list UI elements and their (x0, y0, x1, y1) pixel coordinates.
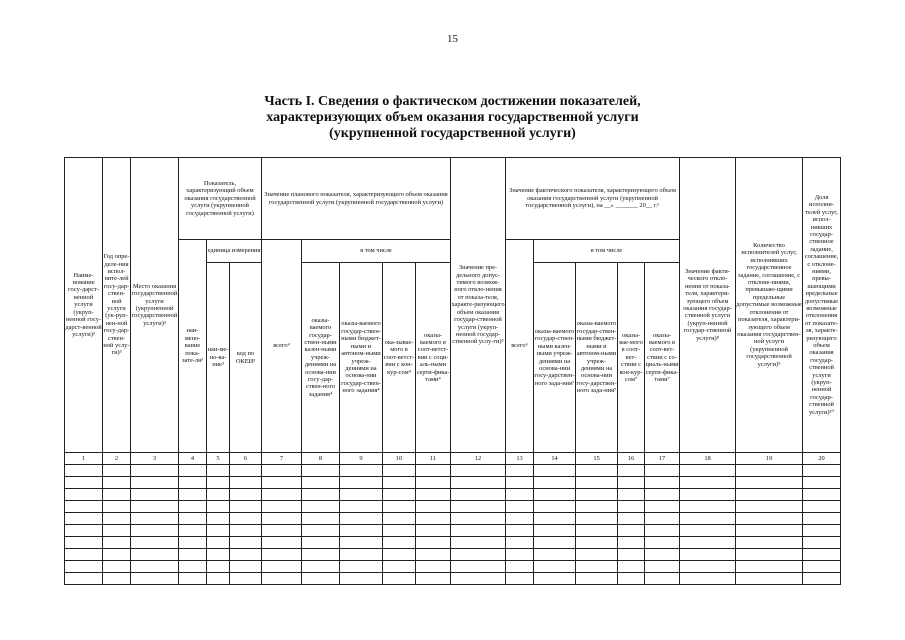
table-cell (65, 537, 103, 549)
table-cell (534, 537, 576, 549)
table-cell (207, 489, 230, 501)
table-cell (103, 501, 131, 513)
table-cell (736, 549, 803, 561)
table-cell (534, 465, 576, 477)
column-number: 19 (736, 453, 803, 465)
header-fact-group: Значение фактического показателя, характеризующего объем оказания государственной услуги (укрупненной государственной услуги), на __» _______ 20__ г.⁶ (506, 158, 680, 240)
table-row (65, 513, 841, 525)
column-number: 13 (506, 453, 534, 465)
header-plan-total: всего⁴ (262, 240, 302, 453)
table-row (65, 465, 841, 477)
table-cell (65, 477, 103, 489)
table-cell (803, 513, 841, 525)
table-cell (534, 549, 576, 561)
table-row (65, 489, 841, 501)
table-cell (576, 561, 618, 573)
table-cell (340, 501, 383, 513)
table-cell (645, 489, 680, 501)
table-cell (416, 513, 451, 525)
table-cell (131, 537, 179, 549)
table-cell (618, 513, 645, 525)
table-cell (65, 561, 103, 573)
table-cell (506, 525, 534, 537)
page-number: 15 (447, 33, 458, 45)
column-number: 5 (207, 453, 230, 465)
table-cell (302, 477, 340, 489)
column-number: 17 (645, 453, 680, 465)
table-cell (340, 561, 383, 573)
header-unit-group: единица измерения (207, 240, 262, 263)
table-row (65, 477, 841, 489)
table-cell (680, 549, 736, 561)
table-cell (451, 501, 506, 513)
table-cell (680, 501, 736, 513)
table-cell (618, 573, 645, 585)
table-cell (618, 477, 645, 489)
header-performer-count: Количество исполнителей услуг, исполнивших государственное задание, соглашение, с отклоне-ниями, превышаю-щими предельные допустимые возможные отклонения от показателя, характери-зующего объем оказания государствен-ной услуги (укрупненной государственной услуги)⁹ (736, 158, 803, 453)
table-cell (302, 465, 340, 477)
table-cell (383, 525, 416, 537)
table-cell (451, 477, 506, 489)
table-cell (534, 501, 576, 513)
table-cell (262, 549, 302, 561)
table-cell (103, 561, 131, 573)
table-cell (383, 561, 416, 573)
table-cell (230, 501, 262, 513)
table-cell (576, 465, 618, 477)
table-cell (207, 525, 230, 537)
table-cell (340, 489, 383, 501)
table-cell (803, 525, 841, 537)
table-cell (262, 561, 302, 573)
table-cell (179, 525, 207, 537)
blank-rows (65, 465, 841, 585)
table-cell (451, 537, 506, 549)
table-cell (230, 513, 262, 525)
table-cell (179, 501, 207, 513)
column-number: 4 (179, 453, 207, 465)
header-fact-certificates: оказы-ваемого в соот-вет-ствии с со-циаль-ными серти-фика-тами⁷ (645, 263, 680, 453)
table-cell (230, 537, 262, 549)
table-cell (576, 549, 618, 561)
report-table (64, 157, 841, 585)
table-cell (131, 513, 179, 525)
header-year: Год опре-деле-ния испол-ните-лей госу-дар-ствен-ной услуги (ук-руп-нен-ной госу-дар-ствен-ной услу-ги)³ (103, 158, 131, 453)
table-cell (262, 513, 302, 525)
table-cell (680, 573, 736, 585)
table-cell (65, 465, 103, 477)
table-cell (179, 513, 207, 525)
table-cell (65, 513, 103, 525)
table-cell (576, 513, 618, 525)
table-cell (302, 501, 340, 513)
header-service-name: Наиме-нование госу-дарст-венной услуги (укруп-ненной госу-дарст-венной услуги)³ (65, 158, 103, 453)
column-number: 10 (383, 453, 416, 465)
table-cell (302, 561, 340, 573)
table-cell (451, 549, 506, 561)
table-cell (383, 513, 416, 525)
column-number: 15 (576, 453, 618, 465)
table-cell (383, 549, 416, 561)
table-row (65, 501, 841, 513)
column-number: 7 (262, 453, 302, 465)
table-cell (618, 465, 645, 477)
table-cell (262, 537, 302, 549)
column-number: 1 (65, 453, 103, 465)
table-cell (736, 537, 803, 549)
table-cell (230, 549, 262, 561)
table-cell (680, 537, 736, 549)
table-cell (179, 573, 207, 585)
table-cell (803, 477, 841, 489)
table-cell (618, 537, 645, 549)
header-plan-certificates: оказы-ваемого в соот-ветст-вии с соци-аль-ными серти-фика-тами⁴ (416, 263, 451, 453)
column-number: 6 (230, 453, 262, 465)
table-cell (340, 537, 383, 549)
table-cell (506, 465, 534, 477)
table-cell (416, 489, 451, 501)
header-allowed-deviation: Значение пре-дельного допус-тимого возмож-ного откло-нения от показа-теля, характе-ризующего объем оказания государ-ственной услуги (укруп-ненной государ-ственной услу-ги)⁵ (451, 158, 506, 453)
table-cell (103, 465, 131, 477)
table-cell (576, 477, 618, 489)
column-number-row (65, 453, 841, 465)
table-cell (302, 573, 340, 585)
table-cell (803, 561, 841, 573)
table-cell (383, 465, 416, 477)
table-cell (451, 573, 506, 585)
table-cell (230, 477, 262, 489)
table-cell (645, 573, 680, 585)
table-cell (383, 501, 416, 513)
table-cell (534, 477, 576, 489)
table-cell (262, 489, 302, 501)
table-cell (645, 537, 680, 549)
table-cell (207, 549, 230, 561)
table-cell (736, 525, 803, 537)
table-cell (179, 465, 207, 477)
header-actual-deviation: Значение факти-ческого откло-нения от показа-теля, характери-зующего объем оказания государ-ственной услуги (укруп-ненной государ-ственной услуги)⁸ (680, 158, 736, 453)
table-cell (576, 489, 618, 501)
header-indicator-name: наи-мено-вание пока-зате-ля³ (179, 240, 207, 453)
table-cell (645, 525, 680, 537)
table-cell (803, 537, 841, 549)
table-cell (803, 549, 841, 561)
table-cell (506, 501, 534, 513)
table-cell (131, 561, 179, 573)
table-cell (207, 477, 230, 489)
header-plan-competition: ока-зывае-мого в соот-ветст-вии с кон-кур-сом⁴ (383, 263, 416, 453)
table-cell (383, 573, 416, 585)
table-cell (262, 525, 302, 537)
table-cell (534, 561, 576, 573)
table-cell (416, 465, 451, 477)
table-cell (506, 477, 534, 489)
column-number: 20 (803, 453, 841, 465)
table-cell (131, 477, 179, 489)
table-cell (451, 513, 506, 525)
table-cell (803, 465, 841, 477)
table-cell (383, 477, 416, 489)
table-cell (416, 549, 451, 561)
table-cell (645, 513, 680, 525)
table-cell (416, 477, 451, 489)
table-cell (262, 573, 302, 585)
table-cell (65, 501, 103, 513)
table-cell (506, 573, 534, 585)
table-cell (416, 501, 451, 513)
table-row (65, 537, 841, 549)
table-cell (302, 525, 340, 537)
table-cell (340, 477, 383, 489)
table-cell (383, 489, 416, 501)
column-number: 2 (103, 453, 131, 465)
table-cell (103, 489, 131, 501)
table-cell (302, 549, 340, 561)
table-row (65, 525, 841, 537)
table-cell (179, 561, 207, 573)
table-cell (65, 525, 103, 537)
table-cell (340, 513, 383, 525)
table-cell (618, 489, 645, 501)
header-plan-budget-institutions: оказы-ваемого государ-ствен-ными бюджет-ными и автоном-ными учреж-дениями на основа-нии государ-ствен-ного задания⁴ (340, 263, 383, 453)
table-cell (103, 537, 131, 549)
table-cell (207, 501, 230, 513)
table-cell (618, 501, 645, 513)
table-cell (103, 525, 131, 537)
table-cell (576, 501, 618, 513)
table-cell (262, 477, 302, 489)
table-cell (416, 537, 451, 549)
table-cell (103, 573, 131, 585)
header-fact-total: всего⁶ (506, 240, 534, 453)
table-cell (230, 525, 262, 537)
table-cell (576, 525, 618, 537)
table-cell (576, 537, 618, 549)
table-cell (416, 561, 451, 573)
table-cell (645, 501, 680, 513)
table-cell (131, 549, 179, 561)
table-cell (451, 561, 506, 573)
column-number: 14 (534, 453, 576, 465)
table-cell (230, 465, 262, 477)
table-cell (131, 501, 179, 513)
header-plan-group: Значение планового показателя, характеризующего объем оказания государственной услуги (укрупненной государственной услуги) (262, 158, 451, 240)
table-cell (506, 489, 534, 501)
header-plan-including: в том числе (302, 240, 451, 263)
table-cell (576, 573, 618, 585)
table-cell (262, 501, 302, 513)
table-cell (230, 561, 262, 573)
table-cell (230, 489, 262, 501)
table-cell (506, 561, 534, 573)
table-cell (416, 525, 451, 537)
table-cell (207, 561, 230, 573)
column-number: 16 (618, 453, 645, 465)
table-cell (302, 513, 340, 525)
table-cell (618, 525, 645, 537)
table-cell (179, 489, 207, 501)
header-fact-budget-institutions: оказы-ваемого государ-ствен-ными бюджет-ными и автоном-ными учреж-дениями на основа-нии госу-дарствен-ного зада-ния⁷ (576, 263, 618, 453)
table-cell (230, 573, 262, 585)
table-row (65, 549, 841, 561)
table-row (65, 573, 841, 585)
table-cell (179, 549, 207, 561)
table-cell (680, 477, 736, 489)
table-cell (340, 573, 383, 585)
table-cell (207, 465, 230, 477)
table-cell (179, 477, 207, 489)
table-cell (803, 573, 841, 585)
column-number: 8 (302, 453, 340, 465)
page-title (0, 94, 905, 142)
table-cell (645, 477, 680, 489)
header-place: Место оказания государственной услуги (укрупненной государственной услуги)³ (131, 158, 179, 453)
table-cell (103, 513, 131, 525)
table-cell (103, 477, 131, 489)
table-cell (506, 513, 534, 525)
table-cell (65, 489, 103, 501)
table-cell (680, 561, 736, 573)
table-cell (803, 501, 841, 513)
table-cell (131, 525, 179, 537)
header-indicator-group: Показатель, характеризующий объем оказания государственной услуги (укрупненной государственной услуги) (179, 158, 262, 240)
header-unit-name: наи-ме-но-ва-ние³ (207, 263, 230, 453)
table-cell (534, 489, 576, 501)
table-cell (416, 573, 451, 585)
table-row (65, 561, 841, 573)
table-cell (803, 489, 841, 501)
table-cell (262, 465, 302, 477)
table-cell (451, 489, 506, 501)
header-fact-including: в том числе (534, 240, 680, 263)
title-line-3: (укрупненной государственной услуги) (329, 126, 576, 141)
table-cell (680, 489, 736, 501)
header-okei-code: код по ОКЕИ³ (230, 263, 262, 453)
column-number: 12 (451, 453, 506, 465)
header-plan-state-institutions: оказы-ваемого государ-ствен-ными казен-ными учреж-дениями на основа-нии госу-дар-ствен-ного задания⁴ (302, 263, 340, 453)
table-cell (131, 489, 179, 501)
table-cell (645, 561, 680, 573)
table-cell (618, 549, 645, 561)
table-cell (340, 549, 383, 561)
table-cell (131, 465, 179, 477)
table-cell (340, 525, 383, 537)
table-cell (680, 465, 736, 477)
table-cell (736, 561, 803, 573)
table-cell (736, 501, 803, 513)
title-line-2: характеризующих объем оказания государственной услуги (266, 110, 639, 125)
table-cell (103, 549, 131, 561)
column-number: 9 (340, 453, 383, 465)
table-cell (506, 549, 534, 561)
table-cell (534, 513, 576, 525)
table-cell (506, 537, 534, 549)
table-cell (179, 537, 207, 549)
table-cell (302, 537, 340, 549)
table-cell (534, 525, 576, 537)
column-number: 3 (131, 453, 179, 465)
table-cell (65, 573, 103, 585)
table-cell (383, 537, 416, 549)
table-cell (645, 549, 680, 561)
table-cell (131, 573, 179, 585)
table-cell (207, 537, 230, 549)
table-cell (680, 513, 736, 525)
table-cell (680, 525, 736, 537)
table-cell (207, 573, 230, 585)
column-number: 11 (416, 453, 451, 465)
table-cell (618, 561, 645, 573)
table-cell (207, 513, 230, 525)
table-cell (340, 465, 383, 477)
table-cell (65, 549, 103, 561)
table-cell (645, 465, 680, 477)
table-cell (534, 573, 576, 585)
header-fact-competition: оказы-вае-мого в соот-вет-ствии с кон-кур-сом⁷ (618, 263, 645, 453)
table-cell (736, 489, 803, 501)
table-cell (736, 465, 803, 477)
header-fact-state-institutions: оказы-ваемого государ-ствен-ными казен-ными учреж-дениями на основа-нии госу-дарствен-ного зада-ния⁷ (534, 263, 576, 453)
table-cell (451, 465, 506, 477)
title-line-1: Часть I. Сведения о фактическом достижении показателей, (264, 94, 641, 109)
table-cell (736, 477, 803, 489)
header-performer-share: Доля исполни-телей услуг, испол-нивших государ-ственное задание, соглашение, с отклоне-ниями, превы-шающими предельные допустимые возможные отклонения от показате-ля, характе-ризующего объем оказания государ-ственной услуги (укруп-ненной государ-ственной услуги)¹⁰ (803, 158, 841, 453)
table-cell (736, 513, 803, 525)
table-cell (736, 573, 803, 585)
column-number: 18 (680, 453, 736, 465)
table-cell (451, 525, 506, 537)
table-cell (302, 489, 340, 501)
